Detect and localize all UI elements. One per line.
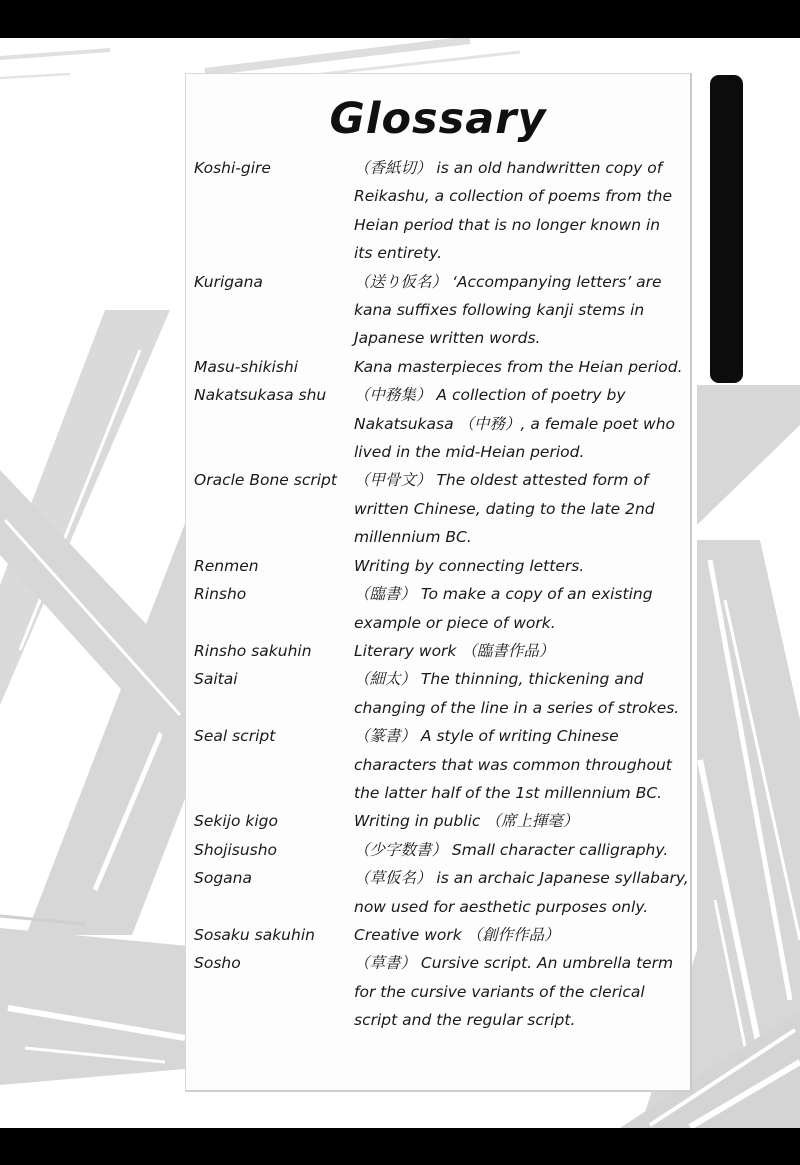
glossary-definition — [354, 722, 686, 807]
glossary-term: Rinsho sakuhin — [194, 641, 312, 660]
glossary-entry — [194, 921, 686, 949]
glossary-entry — [194, 353, 686, 381]
glossary-definition-line: Writing by connecting letters. — [354, 556, 585, 575]
glossary-title: Glossary — [329, 94, 547, 144]
glossary-definition-line: Heian period that is no longer known in — [354, 215, 661, 234]
glossary-definition-line: （臨書） To make a copy of an existing — [354, 585, 653, 604]
top-black-bar — [0, 0, 800, 38]
glossary-term: Sosho — [194, 954, 241, 973]
glossary-definition — [354, 637, 686, 665]
glossary-term: Seal script — [194, 727, 276, 746]
glossary-definition-line: （中務集） A collection of poetry by — [354, 386, 626, 405]
glossary-definition-line: written Chinese, dating to the late 2nd — [354, 499, 655, 518]
glossary-term: Sosaku sakuhin — [194, 925, 315, 944]
glossary-term: Renmen — [194, 556, 259, 575]
glossary-definition-line: （草仮名） is an archaic Japanese syllabary, — [354, 869, 689, 888]
glossary-definition — [354, 353, 686, 381]
glossary-term: Oracle Bone script — [194, 471, 337, 490]
glossary-term: Nakatsukasa shu — [194, 386, 327, 405]
glossary-entry — [194, 381, 686, 466]
glossary-entry — [194, 807, 686, 835]
glossary-definition — [354, 836, 686, 864]
glossary-definition-line: Nakatsukasa （中務）, a female poet who — [354, 414, 676, 433]
glossary-definition-line: kana suffixes following kanji stems in — [354, 301, 645, 320]
glossary-definition-line: script and the regular script. — [354, 1011, 576, 1030]
glossary-term: Sekijo kigo — [194, 812, 278, 831]
glossary-definition — [354, 552, 686, 580]
glossary-term: Sogana — [194, 869, 252, 888]
glossary-definition-line: （篆書） A style of writing Chinese — [354, 727, 619, 746]
glossary-definition-line: the latter half of the 1st millennium BC. — [354, 783, 663, 802]
glossary-definition-line: lived in the mid-Heian period. — [354, 443, 585, 462]
glossary-term: Rinsho — [194, 585, 247, 604]
glossary-entry — [194, 637, 686, 665]
glossary-term: Saitai — [194, 670, 238, 689]
black-vertical-bar — [710, 75, 743, 383]
glossary-definition-line: its entirety. — [354, 244, 443, 263]
glossary-entry — [194, 466, 686, 551]
glossary-definition-line: （細太） The thinning, thickening and — [354, 670, 644, 689]
glossary-entry — [194, 154, 686, 268]
glossary-definition-line: Kana masterpieces from the Heian period. — [354, 357, 683, 376]
glossary-definition-line: millennium BC. — [354, 528, 472, 547]
glossary-definition — [354, 466, 686, 551]
glossary-definition — [354, 580, 686, 637]
glossary-definition — [354, 381, 686, 466]
glossary-panel — [185, 73, 692, 1092]
glossary-definition-line: changing of the line in a series of strokes. — [354, 698, 680, 717]
glossary-definition — [354, 268, 686, 353]
glossary-definition — [354, 921, 686, 949]
glossary-definition — [354, 864, 689, 921]
glossary-definition-line: Creative work （創作作品） — [354, 925, 560, 944]
glossary-definition-line: Japanese written words. — [354, 329, 541, 348]
glossary-entry — [194, 665, 686, 722]
glossary-entry — [194, 864, 689, 921]
glossary-definition-line: Writing in public （席上揮毫） — [354, 812, 579, 831]
glossary-entry — [194, 949, 686, 1034]
glossary-definition — [354, 665, 686, 722]
glossary-term: Shojisusho — [194, 840, 278, 859]
glossary-entry — [194, 552, 686, 580]
glossary-definition-line: （草書） Cursive script. An umbrella term — [354, 954, 674, 973]
glossary-definition-line: Literary work （臨書作品） — [354, 641, 555, 660]
bottom-black-bar — [0, 1128, 800, 1165]
glossary-entry — [194, 580, 686, 637]
glossary-definition-line: now used for aesthetic purposes only. — [354, 897, 649, 916]
glossary-definition-line: example or piece of work. — [354, 613, 556, 632]
glossary-definition-line: （甲骨文） The oldest attested form of — [354, 471, 649, 490]
glossary-definition-line: characters that was common throughout — [354, 755, 672, 774]
glossary-entry — [194, 722, 686, 807]
glossary-definition-line: （香紙切） is an old handwritten copy of — [354, 159, 663, 177]
glossary-entry — [194, 836, 686, 864]
glossary-definition-line: for the cursive variants of the clerical — [354, 982, 645, 1001]
glossary-definition — [354, 949, 686, 1034]
glossary-definition-line: （送り仮名） ‘Accompanying letters’ are — [354, 272, 662, 291]
glossary-entry — [194, 268, 686, 353]
glossary-definition — [354, 807, 686, 835]
glossary-definition-line: （少字数書） Small character calligraphy. — [354, 840, 669, 859]
glossary-term: Koshi-gire — [194, 159, 271, 177]
glossary-term: Masu-shikishi — [194, 357, 299, 376]
glossary-definition — [354, 154, 686, 268]
glossary-term: Kurigana — [194, 272, 263, 291]
glossary-definition-line: Reikashu, a collection of poems from the — [354, 187, 672, 206]
glossary-entries — [194, 154, 689, 1035]
